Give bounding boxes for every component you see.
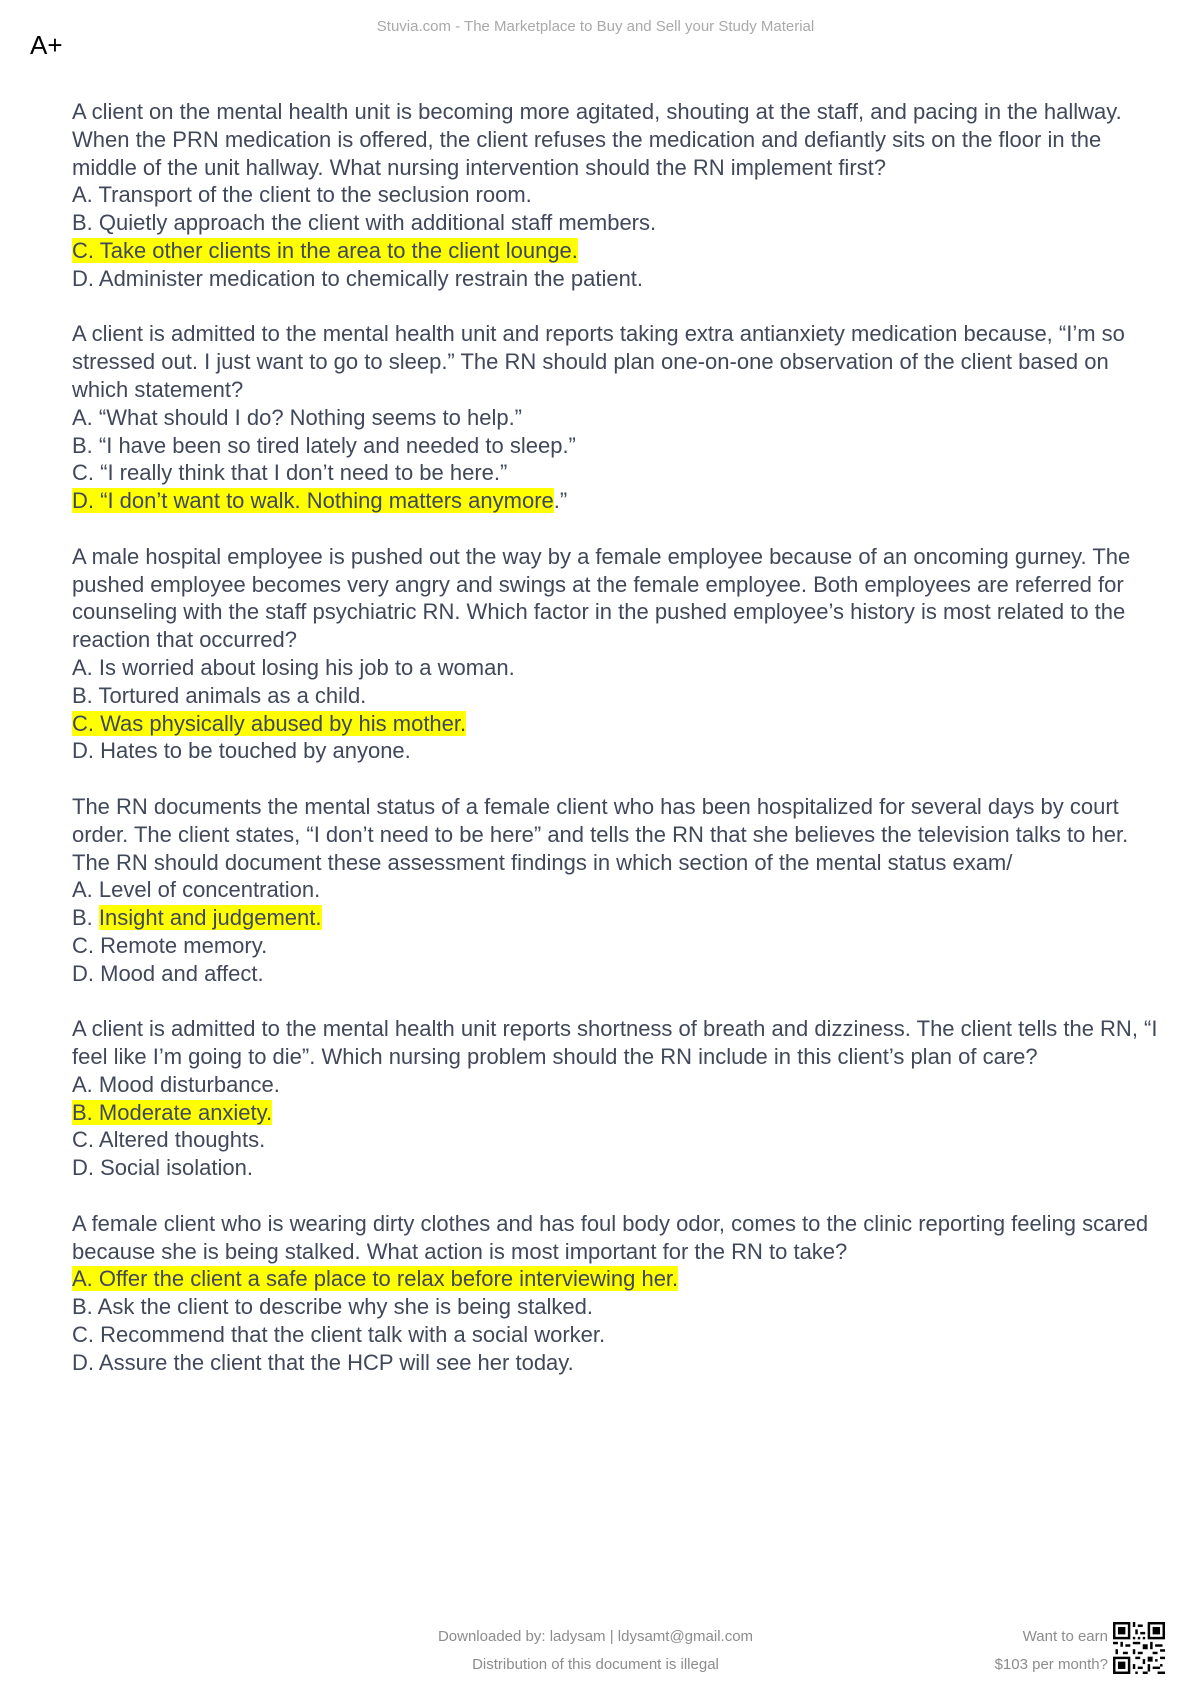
downloaded-by-text: Downloaded by: ladysam | ldysamt@gmail.com [437, 1628, 754, 1645]
option-text: C. Altered thoughts. [72, 1127, 266, 1153]
answer-option [72, 932, 1162, 960]
question-block [72, 793, 1162, 988]
question-stem: A male hospital employee is pushed out the way by a female employee because of an oncoming gurney. The pushed employee becomes very angry and swings at the female employee. Both employees are referred for counseling with the staff psychiatric RN. Which factor in the pushed employee’s history is most related to the reaction that occurred? [72, 543, 1131, 653]
option-text: B. Ask the client to describe why she is being stalked. [72, 1294, 593, 1320]
highlighted-answer: A. Offer the client a safe place to relax before interviewing her. [72, 1266, 679, 1292]
question-stem: The RN documents the mental status of a female client who has been hospitalized for several days by court order. The client states, “I don’t need to be here” and tells the RN that she believes the television talks to her. The RN should document these assessment findings in which section of the mental status exam/ [72, 793, 1129, 875]
watermark-header: Stuvia.com - The Marketplace to Buy and Sell your Study Material [376, 18, 815, 35]
question-block [72, 98, 1162, 293]
distribution-notice: Distribution of this document is illegal [472, 1656, 719, 1673]
option-text: A. Transport of the client to the seclusion room. [72, 182, 532, 208]
answer-option [72, 1099, 1162, 1127]
option-text: .” [553, 488, 568, 514]
answer-option [72, 1293, 1162, 1321]
option-text: D. Assure the client that the HCP will see her today. [72, 1349, 574, 1375]
earn-promo-line1: Want to earn [1022, 1628, 1108, 1645]
highlighted-answer: C. Was physically abused by his mother. [72, 710, 467, 736]
option-text: A. Mood disturbance. [72, 1071, 280, 1097]
answer-option [72, 1349, 1162, 1377]
answer-option [72, 181, 1162, 209]
answer-option [72, 654, 1162, 682]
answer-option [72, 237, 1162, 265]
answer-option [72, 487, 1162, 515]
answer-option [72, 265, 1162, 293]
answer-option [72, 710, 1162, 738]
question-block [72, 1210, 1162, 1377]
answer-option [72, 209, 1162, 237]
option-text: C. Remote memory. [72, 932, 268, 958]
highlighted-answer: Insight and judgement. [98, 905, 322, 931]
question-block [72, 320, 1162, 515]
option-text: D. Administer medication to chemically restrain the patient. [72, 265, 644, 291]
option-text: B. “I have been so tired lately and needed to sleep.” [72, 432, 576, 458]
qr-code-icon[interactable] [1113, 1622, 1165, 1674]
question-stem: A client is admitted to the mental health unit and reports taking extra antianxiety medication because, “I’m so stressed out. I just want to go to sleep.” The RN should plan one-on-one observation of the client based on which statement? [72, 321, 1125, 402]
option-text: D. Hates to be touched by anyone. [72, 738, 411, 764]
answer-option [72, 459, 1162, 487]
question-stem: A female client who is wearing dirty clothes and has foul body odor, comes to the clinic reporting feeling scared because she is being stalked. What action is most important for the RN to take? [72, 1210, 1149, 1264]
option-text: B. Tortured animals as a child. [72, 682, 367, 708]
highlighted-answer: B. Moderate anxiety. [72, 1099, 273, 1125]
grade-label: A+ [30, 30, 63, 60]
earn-promo[interactable] [970, 1623, 1108, 1679]
answer-option [72, 737, 1162, 765]
option-text: A. Level of concentration. [72, 877, 321, 903]
answer-option [72, 1126, 1162, 1154]
option-text: C. “I really think that I don’t need to be here.” [72, 460, 508, 486]
option-text: D. Mood and affect. [72, 960, 264, 986]
answer-option [72, 960, 1162, 988]
answer-option [72, 1071, 1162, 1099]
question-stem: A client is admitted to the mental health unit reports shortness of breath and dizziness. The client tells the RN, “I feel like I’m going to die”. Which nursing problem should the RN include in this client’s plan of care? [72, 1016, 1158, 1070]
earn-promo-line2: $103 per month? [994, 1656, 1108, 1673]
option-text: A. Is worried about losing his job to a woman. [72, 654, 515, 680]
answer-option [72, 682, 1162, 710]
answer-option [72, 1265, 1162, 1293]
answer-option [72, 904, 1162, 932]
option-text: C. Recommend that the client talk with a social worker. [72, 1322, 606, 1348]
answer-option [72, 404, 1162, 432]
highlighted-answer: C. Take other clients in the area to the client lounge. [72, 237, 578, 263]
option-text: D. Social isolation. [72, 1155, 253, 1181]
answer-option [72, 1321, 1162, 1349]
option-text: B. Quietly approach the client with additional staff members. [72, 210, 657, 236]
answer-option [72, 432, 1162, 460]
option-text: A. “What should I do? Nothing seems to help.” [72, 404, 523, 430]
question-list [72, 98, 1162, 1404]
highlighted-answer: D. “I don’t want to walk. Nothing matters anymore [72, 488, 554, 514]
question-block [72, 543, 1162, 765]
answer-option [72, 1154, 1162, 1182]
question-stem: A client on the mental health unit is becoming more agitated, shouting at the staff, and pacing in the hallway. When the PRN medication is offered, the client refuses the medication and defiantly sits on the floor in the middle of the unit hallway. What nursing intervention should the RN implement first? [72, 99, 1122, 180]
answer-option [72, 876, 1162, 904]
option-prefix: B. [72, 905, 99, 931]
question-block [72, 1015, 1162, 1182]
